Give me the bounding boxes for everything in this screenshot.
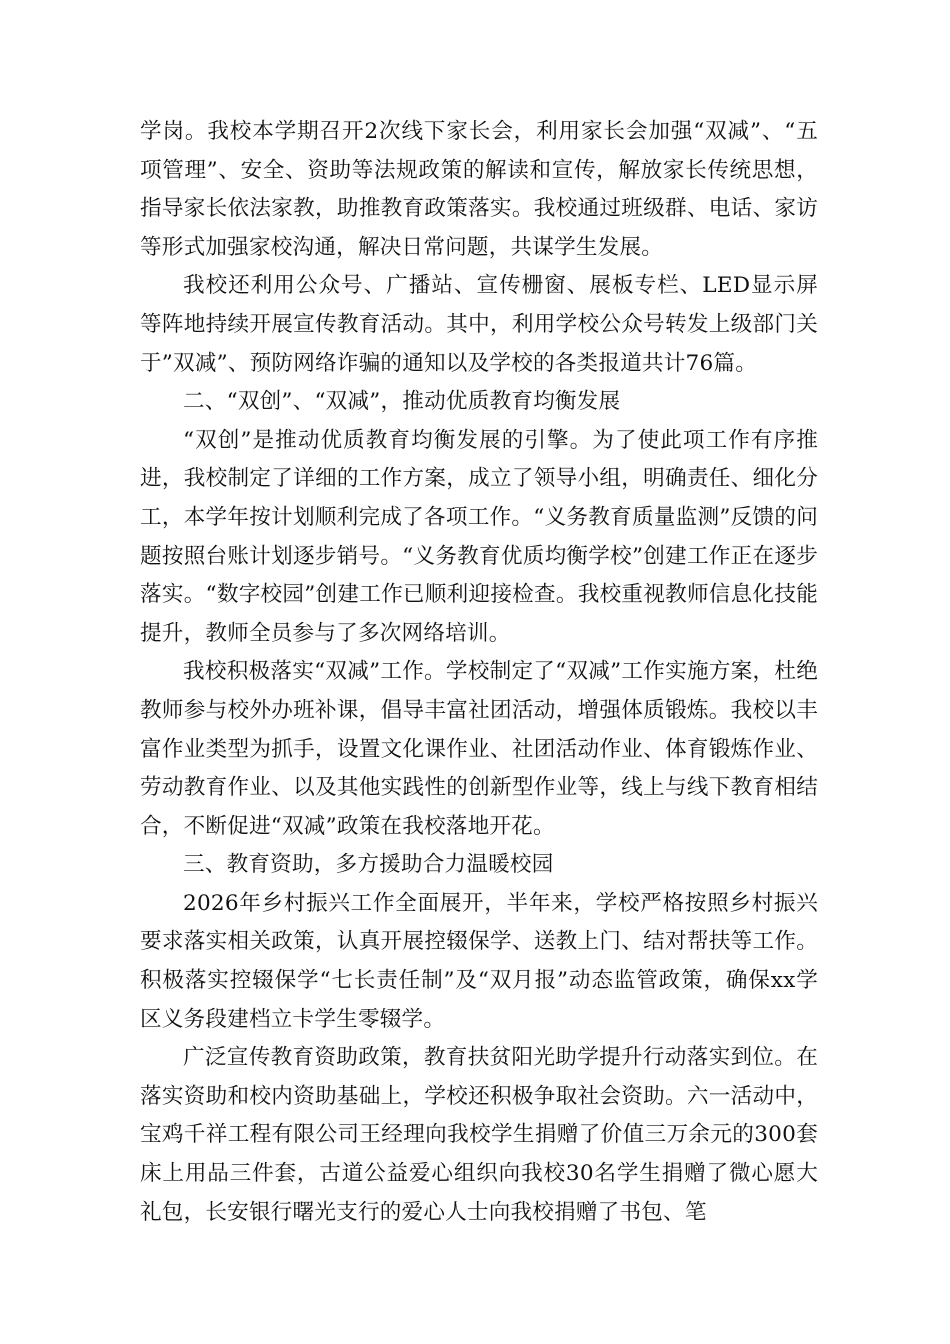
paragraph-4: 我校积极落实“双减”工作。学校制定了“双减”工作实施方案，杜绝教师参与校外办班补课，倡导丰富社团活动，增强体质锻炼。我校以丰富作业类型为抓手，设置文化课作业、社团活动作业、体育锻炼作业、劳动教育作业、以及其他实践性的创新型作业等，线上与线下教育相结合，不断促进“双减”政策在我校落地开花。: [140, 659, 818, 839]
paragraph-2: 我校还利用公众号、广播站、宣传栅窗、展板专栏、LED显示屏等阵地持续开展宣传教育活动。其中，利用学校公众号转发上级部门关于”双减”、预防网络诈骗的通知以及学校的各类报道共计76篇。: [140, 273, 818, 376]
section-heading-2: 二、“双创”、“双减”，推动优质教育均衡发展: [183, 389, 621, 415]
paragraph-1: 学岗。我校本学期召开2次线下家长会，利用家长会加强“双减”、“五项管理”、安全、资助等法规政策的解读和宣传，解放家长传统思想，指导家长依法家教，助推教育政策落实。我校通过班级群、电话、家访等形式加强家校沟通，解决日常问题，共谋学生发展。: [140, 119, 818, 260]
document-body: [140, 113, 818, 1232]
paragraph-3: “双创”是推动优质教育均衡发展的引擎。为了使此项工作有序推进，我校制定了详细的工作方案，成立了领导小组，明确责任、细化分工，本学年按计划顺利完成了各项工作。“义务教育质量监测”反馈的问题按照台账计划逐步销号。“义务教育优质均衡学校”创建工作正在逐步落实。“数字校园”创建工作已顺利迎接检查。我校重视教师信息化技能提升，教师全员参与了多次网络培训。: [140, 427, 818, 646]
section-heading-3: 三、教育资助，多方援助合力温暖校园: [183, 852, 554, 878]
paragraph-5: 2026年乡村振兴工作全面展开，半年来，学校严格按照乡村振兴要求落实相关政策，认真开展控辍保学、送教上门、结对帮扶等工作。积极落实控辍保学“七长责任制”及“双月报”动态监管政策，确保xx学区义务段建档立卡学生零辍学。: [140, 890, 818, 1032]
paragraph-6: 广泛宣传教育资助政策，教育扶贫阳光助学提升行动落实到位。在落实资助和校内资助基础上，学校还积极争取社会资助。六一活动中，宝鸡千祥工程有限公司王经理向我校学生捐赠了价值三万余元的300套床上用品三件套，古道公益爱心组织向我校30名学生捐赠了微心愿大礼包，长安银行曙光支行的爱心人士向我校捐赠了书包、笔: [140, 1045, 818, 1225]
